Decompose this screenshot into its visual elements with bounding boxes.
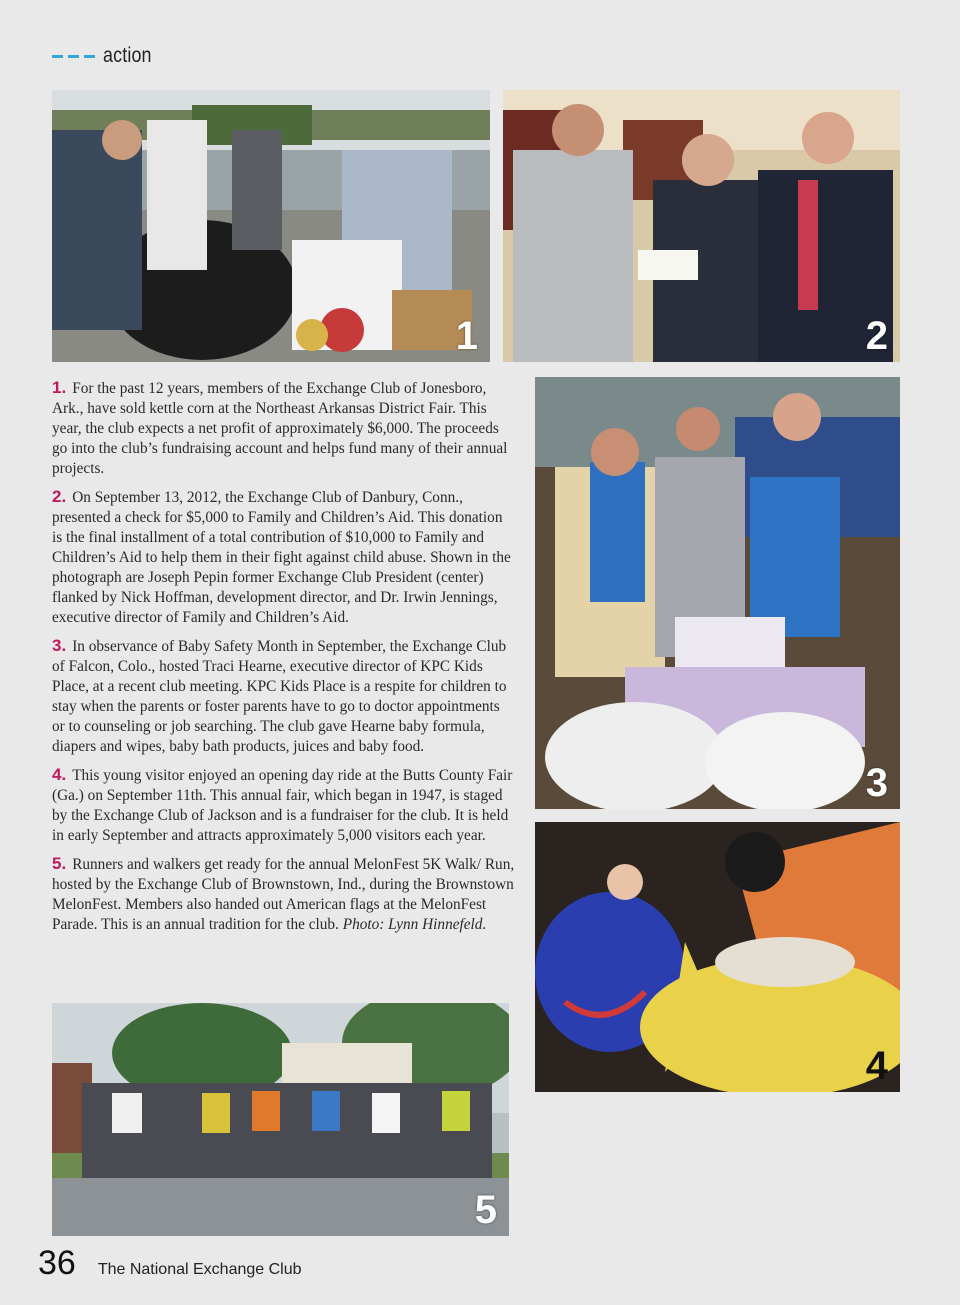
caption-number: 2. [52,487,67,506]
caption-text: On September 13, 2012, the Exchange Club of Danbury, Conn., presented a check for $5,000 to Family and Children’s Aid. This donation is the final installment of a total contribution of $10,000 to Family and Children’s Aid to help them in their fight against child abuse. Shown in the photograph are Joseph Pepin former Exchange Club President (center) flanked by Nick Hoffman, development director, and Dr. Irwin Jennings, executive director of Family and Children’s Aid. [52,489,511,626]
photo-number: 5 [474,1188,497,1232]
dash-decoration [52,55,95,58]
caption-text: This young visitor enjoyed an opening day ride at the Butts County Fair (Ga.) on September 11th. This annual fair, which began in 1947, is staged by the Exchange Club of Jackson and is a fundraiser for the club. It is held in early September and attracts approximately 5,000 visitors each year. [52,767,513,844]
photo-1 [52,90,490,362]
caption-text: In observance of Baby Safety Month in September, the Exchange Club of Falcon, Colo., hosted Traci Hearne, executive director of KPC Kids Place, at a recent club meeting. KPC Kids Place is a respite for children to stay when the parents or foster parents have to go to doctor appointments or to counseling or job searching. The club gave Hearne baby formula, diapers and wipes, baby bath products, juices and baby food. [52,638,507,755]
page-number: 36 [38,1244,76,1282]
caption-1 [52,378,516,479]
caption-number: 1. [52,378,67,397]
photo-number: 4 [865,1044,888,1088]
caption-text: For the past 12 years, members of the Exchange Club of Jonesboro, Ark., have sold kettle corn at the Northeast Arkansas District Fair. This year, the club expects a net profit of approximately $6,000. The proceeds go into the club’s fundraising account and helps fund many of their annual projects. [52,380,508,477]
caption-number: 4. [52,765,67,784]
photo-credit: Photo: Lynn Hinnefeld. [342,916,487,933]
photo-4 [535,822,900,1092]
publication-name: The National Exchange Club [97,1261,302,1278]
caption-number: 5. [52,854,67,873]
photo-5 [52,1003,509,1236]
caption-4 [52,765,516,846]
caption-text: Runners and walkers get ready for the annual MelonFest 5K Walk/ Run, hosted by the Exchange Club of Brownstown, Ind., during the Brownstown MelonFest. Members also handed out American flags at the MelonFest Parade. This is an annual tradition for the club. [52,856,515,933]
caption-number: 3. [52,636,67,655]
caption-5 [52,854,516,935]
section-title: action [103,44,152,67]
photo-2 [503,90,900,362]
page-footer [38,1244,302,1283]
photo-number: 1 [455,314,478,358]
article-text [52,378,516,943]
section-header [52,44,160,68]
photo-3 [535,377,900,809]
caption-3 [52,636,516,757]
photo-number: 3 [865,761,888,805]
photo-number: 2 [865,314,888,358]
caption-2 [52,487,516,628]
